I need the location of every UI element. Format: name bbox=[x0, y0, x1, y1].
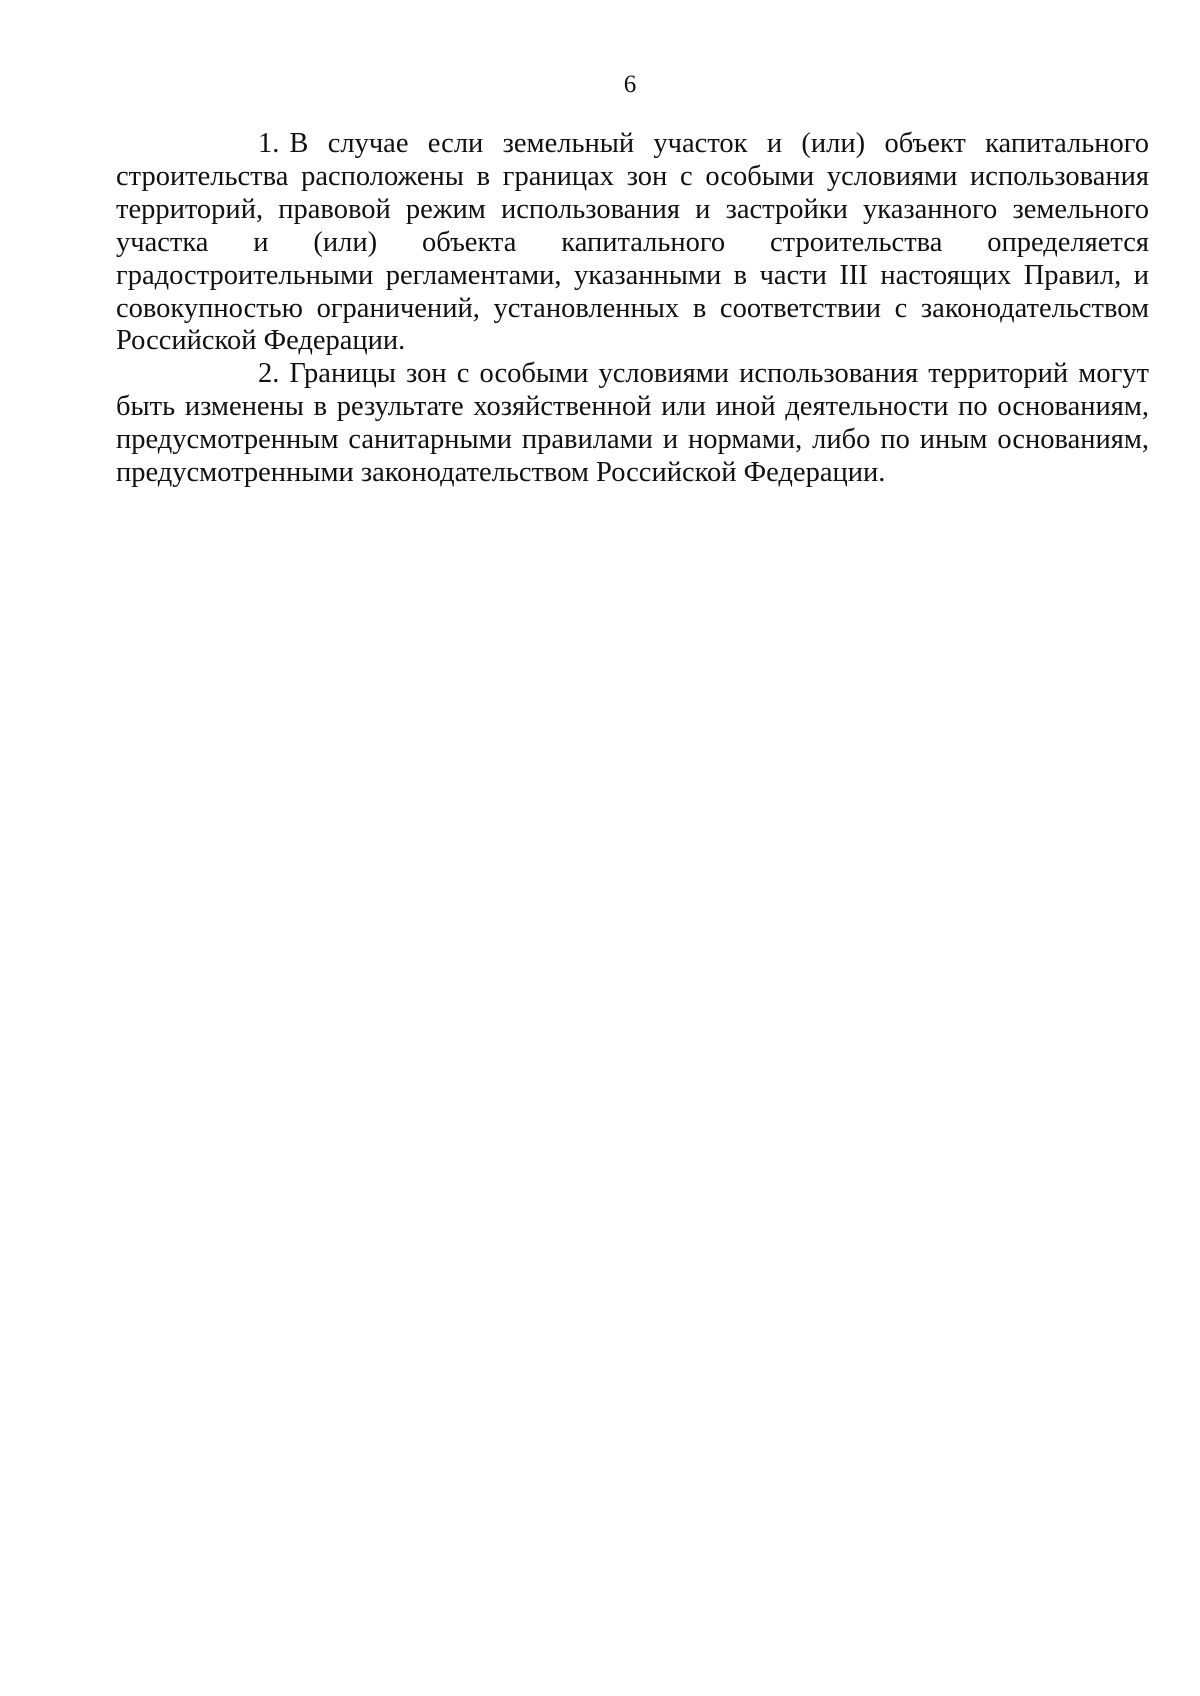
document-body bbox=[116, 128, 1149, 490]
paragraph-2 bbox=[116, 358, 1149, 490]
page-number: 6 bbox=[623, 71, 637, 98]
paragraph-number: 2. bbox=[258, 358, 280, 390]
paragraph-1 bbox=[116, 128, 1149, 358]
paragraph-text: В случае если земельный участок и (или) объект капитального строительства расположены в границах зон с особыми условиями использования территорий, правовой режим использования и застройки указанного земельного участка и (или) объекта капитального строительства определяется градостроительными регламентами, указанными в части III настоящих Правил, и совокупностью ограничений, установленных в соответствии с законодательством Российской Федерации. bbox=[116, 128, 1149, 357]
paragraph-number: 1. bbox=[258, 128, 280, 159]
paragraph-text: Границы зон с особыми условиями использования территорий могут быть изменены в результате хозяйственной или иной деятельности по основаниям, предусмотренным санитарными правилами и нормами, либо по иным основаниям, предусмотренными законодательством Российской Федерации. bbox=[116, 358, 1149, 489]
